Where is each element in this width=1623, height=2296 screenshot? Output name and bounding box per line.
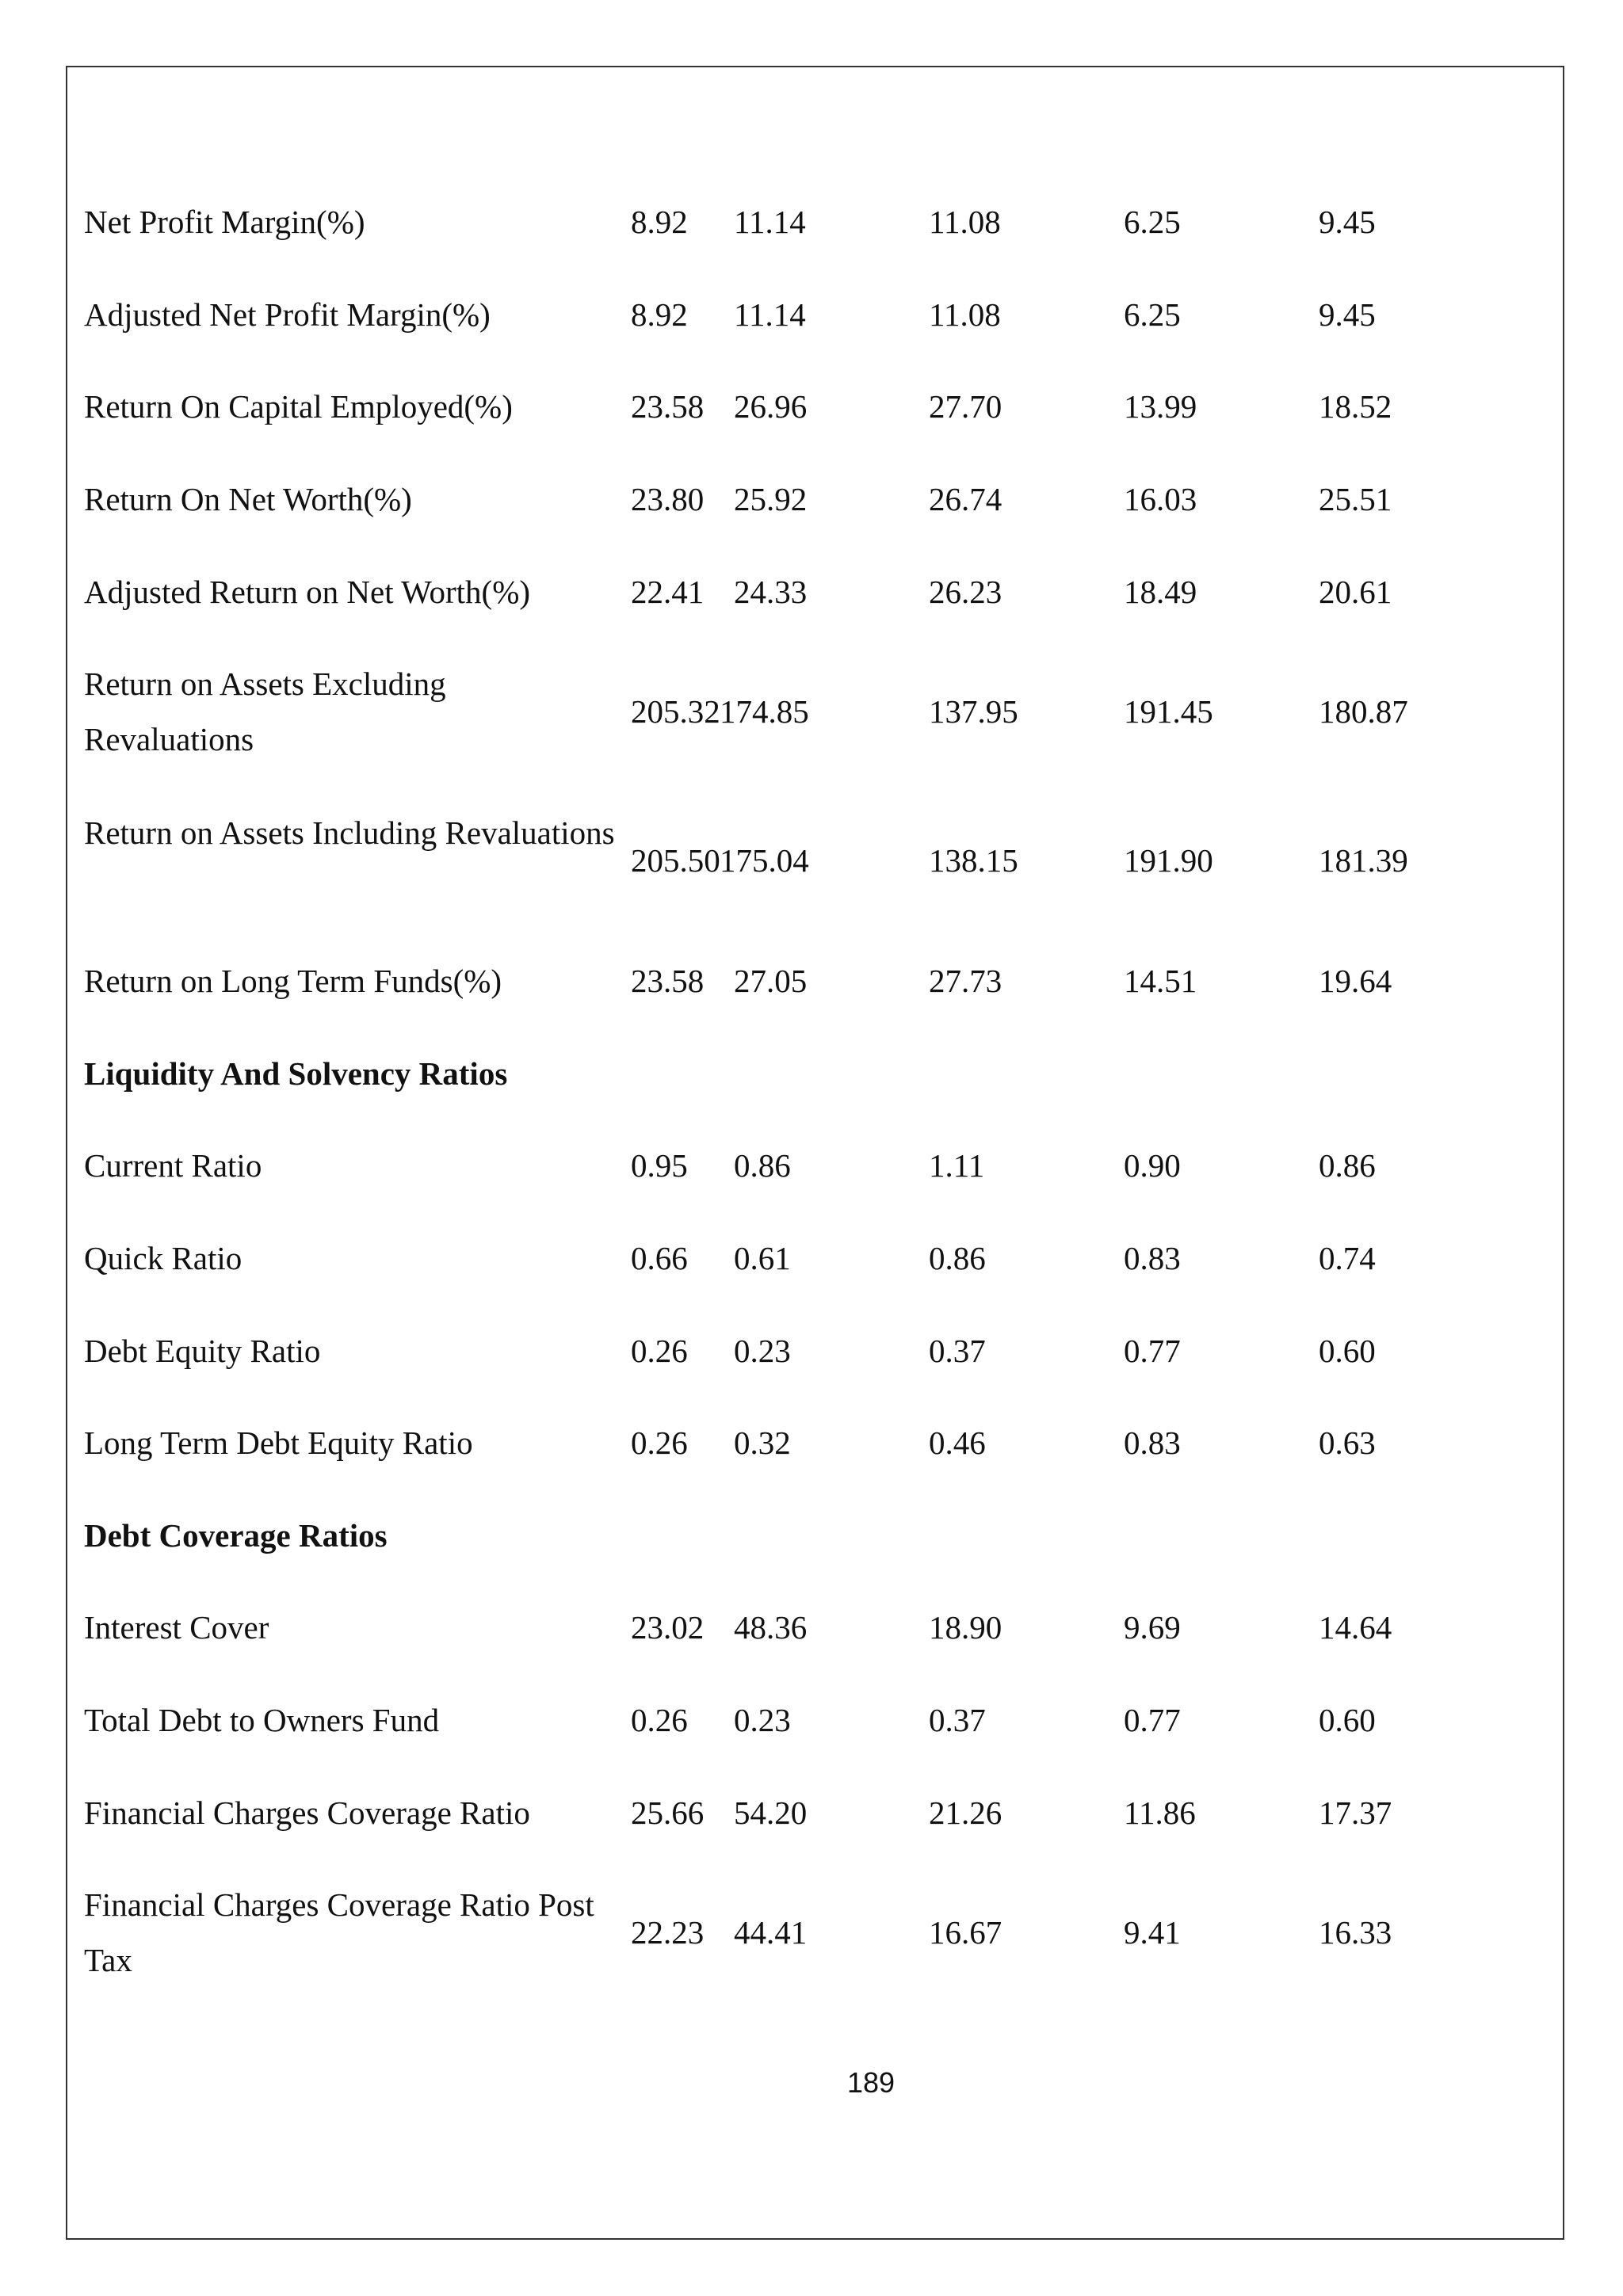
value-cell: 8.92 bbox=[631, 204, 688, 240]
value-cell: 205.32 bbox=[631, 693, 720, 730]
value-cell: 21.26 bbox=[929, 1794, 1002, 1831]
value-cell: 23.58 bbox=[631, 963, 705, 999]
value-cell: 0.66 bbox=[631, 1240, 688, 1276]
value-cell: 0.26 bbox=[631, 1333, 688, 1369]
value-cell: 9.41 bbox=[1124, 1914, 1181, 1951]
value-cell: 27.73 bbox=[929, 963, 1002, 999]
row-label: Debt Equity Ratio bbox=[84, 1333, 321, 1369]
value-cell: 20.61 bbox=[1319, 574, 1392, 610]
value-cell: 23.02 bbox=[631, 1609, 705, 1646]
row-label: Return On Net Worth(%) bbox=[84, 481, 412, 517]
value-cell: 174.85 bbox=[720, 693, 809, 730]
value-cell: 11.14 bbox=[734, 296, 806, 333]
value-cell: 9.45 bbox=[1319, 296, 1376, 333]
value-cell: 24.33 bbox=[734, 574, 808, 610]
row-label: Financial Charges Coverage Ratio Post Tax bbox=[84, 1886, 594, 1978]
value-cell: 0.83 bbox=[1124, 1240, 1181, 1276]
value-cell: 138.15 bbox=[929, 842, 1018, 879]
row-label: Adjusted Net Profit Margin(%) bbox=[84, 296, 491, 333]
value-cell: 180.87 bbox=[1319, 693, 1408, 730]
value-cell: 18.49 bbox=[1124, 574, 1197, 610]
row-label: Long Term Debt Equity Ratio bbox=[84, 1425, 473, 1461]
value-cell: 191.90 bbox=[1124, 842, 1213, 879]
table-row bbox=[0, 1877, 1623, 1988]
value-cell: 26.23 bbox=[929, 574, 1002, 610]
row-label: Net Profit Margin(%) bbox=[84, 204, 365, 240]
value-cell: 0.37 bbox=[929, 1333, 986, 1369]
section-heading-debt-coverage: Debt Coverage Ratios bbox=[84, 1517, 388, 1554]
value-cell: 27.05 bbox=[734, 963, 808, 999]
value-cell: 23.80 bbox=[631, 481, 705, 517]
value-cell: 0.86 bbox=[734, 1147, 791, 1184]
value-cell: 0.77 bbox=[1124, 1702, 1181, 1738]
value-cell: 23.58 bbox=[631, 388, 705, 425]
value-cell: 0.95 bbox=[631, 1147, 688, 1184]
table-row bbox=[0, 656, 1623, 767]
value-cell: 13.99 bbox=[1124, 388, 1197, 425]
value-cell: 0.26 bbox=[631, 1425, 688, 1461]
value-cell: 17.37 bbox=[1319, 1794, 1392, 1831]
value-cell: 0.60 bbox=[1319, 1333, 1376, 1369]
value-cell: 25.51 bbox=[1319, 481, 1392, 517]
section-heading-liquidity: Liquidity And Solvency Ratios bbox=[84, 1055, 508, 1092]
value-cell: 0.63 bbox=[1319, 1425, 1376, 1461]
value-cell: 9.45 bbox=[1319, 204, 1376, 240]
value-cell: 0.26 bbox=[631, 1702, 688, 1738]
value-cell: 19.64 bbox=[1319, 963, 1392, 999]
row-label: Current Ratio bbox=[84, 1147, 262, 1184]
value-cell: 0.23 bbox=[734, 1333, 791, 1369]
value-cell: 54.20 bbox=[734, 1794, 808, 1831]
value-cell: 22.23 bbox=[631, 1914, 705, 1951]
value-cell: 14.64 bbox=[1319, 1609, 1392, 1646]
value-cell: 6.25 bbox=[1124, 296, 1181, 333]
value-cell: 27.70 bbox=[929, 388, 1002, 425]
value-cell: 0.83 bbox=[1124, 1425, 1181, 1461]
value-cell: 0.37 bbox=[929, 1702, 986, 1738]
value-cell: 0.74 bbox=[1319, 1240, 1376, 1276]
row-label: Quick Ratio bbox=[84, 1240, 242, 1276]
value-cell: 18.90 bbox=[929, 1609, 1002, 1646]
value-cell: 0.90 bbox=[1124, 1147, 1181, 1184]
page-number: 189 bbox=[846, 2066, 896, 2099]
value-cell: 0.77 bbox=[1124, 1333, 1181, 1369]
value-cell: 0.32 bbox=[734, 1425, 791, 1461]
table-row bbox=[0, 805, 1623, 916]
value-cell: 0.46 bbox=[929, 1425, 986, 1461]
value-cell: 0.86 bbox=[1319, 1147, 1376, 1184]
value-cell: 48.36 bbox=[734, 1609, 808, 1646]
value-cell: 25.66 bbox=[631, 1794, 705, 1831]
value-cell: 26.96 bbox=[734, 388, 808, 425]
value-cell: 22.41 bbox=[631, 574, 705, 610]
value-cell: 14.51 bbox=[1124, 963, 1197, 999]
value-cell: 16.03 bbox=[1124, 481, 1197, 517]
value-cell: 8.92 bbox=[631, 296, 688, 333]
value-cell: 181.39 bbox=[1319, 842, 1408, 879]
value-cell: 44.41 bbox=[734, 1914, 808, 1951]
value-cell: 175.04 bbox=[720, 842, 809, 879]
value-cell: 205.50 bbox=[631, 842, 720, 879]
value-cell: 0.86 bbox=[929, 1240, 986, 1276]
row-label: Financial Charges Coverage Ratio bbox=[84, 1794, 530, 1831]
value-cell: 0.61 bbox=[734, 1240, 791, 1276]
row-label: Interest Cover bbox=[84, 1609, 269, 1646]
value-cell: 16.67 bbox=[929, 1914, 1002, 1951]
value-cell: 191.45 bbox=[1124, 693, 1213, 730]
value-cell: 16.33 bbox=[1319, 1914, 1392, 1951]
row-label: Return on Assets Excluding Revaluations bbox=[84, 666, 446, 757]
value-cell: 1.11 bbox=[929, 1147, 985, 1184]
value-cell: 11.86 bbox=[1124, 1794, 1196, 1831]
row-label: Return on Long Term Funds(%) bbox=[84, 963, 502, 999]
value-cell: 11.08 bbox=[929, 296, 1001, 333]
value-cell: 26.74 bbox=[929, 481, 1002, 517]
value-cell: 25.92 bbox=[734, 481, 808, 517]
value-cell: 0.23 bbox=[734, 1702, 791, 1738]
row-label: Return on Assets Including Revaluations bbox=[84, 814, 615, 851]
value-cell: 137.95 bbox=[929, 693, 1018, 730]
row-label: Adjusted Return on Net Worth(%) bbox=[84, 574, 531, 610]
value-cell: 0.60 bbox=[1319, 1702, 1376, 1738]
row-label: Return On Capital Employed(%) bbox=[84, 388, 513, 425]
value-cell: 9.69 bbox=[1124, 1609, 1181, 1646]
value-cell: 11.14 bbox=[734, 204, 806, 240]
value-cell: 11.08 bbox=[929, 204, 1001, 240]
value-cell: 6.25 bbox=[1124, 204, 1181, 240]
value-cell: 18.52 bbox=[1319, 388, 1392, 425]
row-label: Total Debt to Owners Fund bbox=[84, 1702, 440, 1738]
